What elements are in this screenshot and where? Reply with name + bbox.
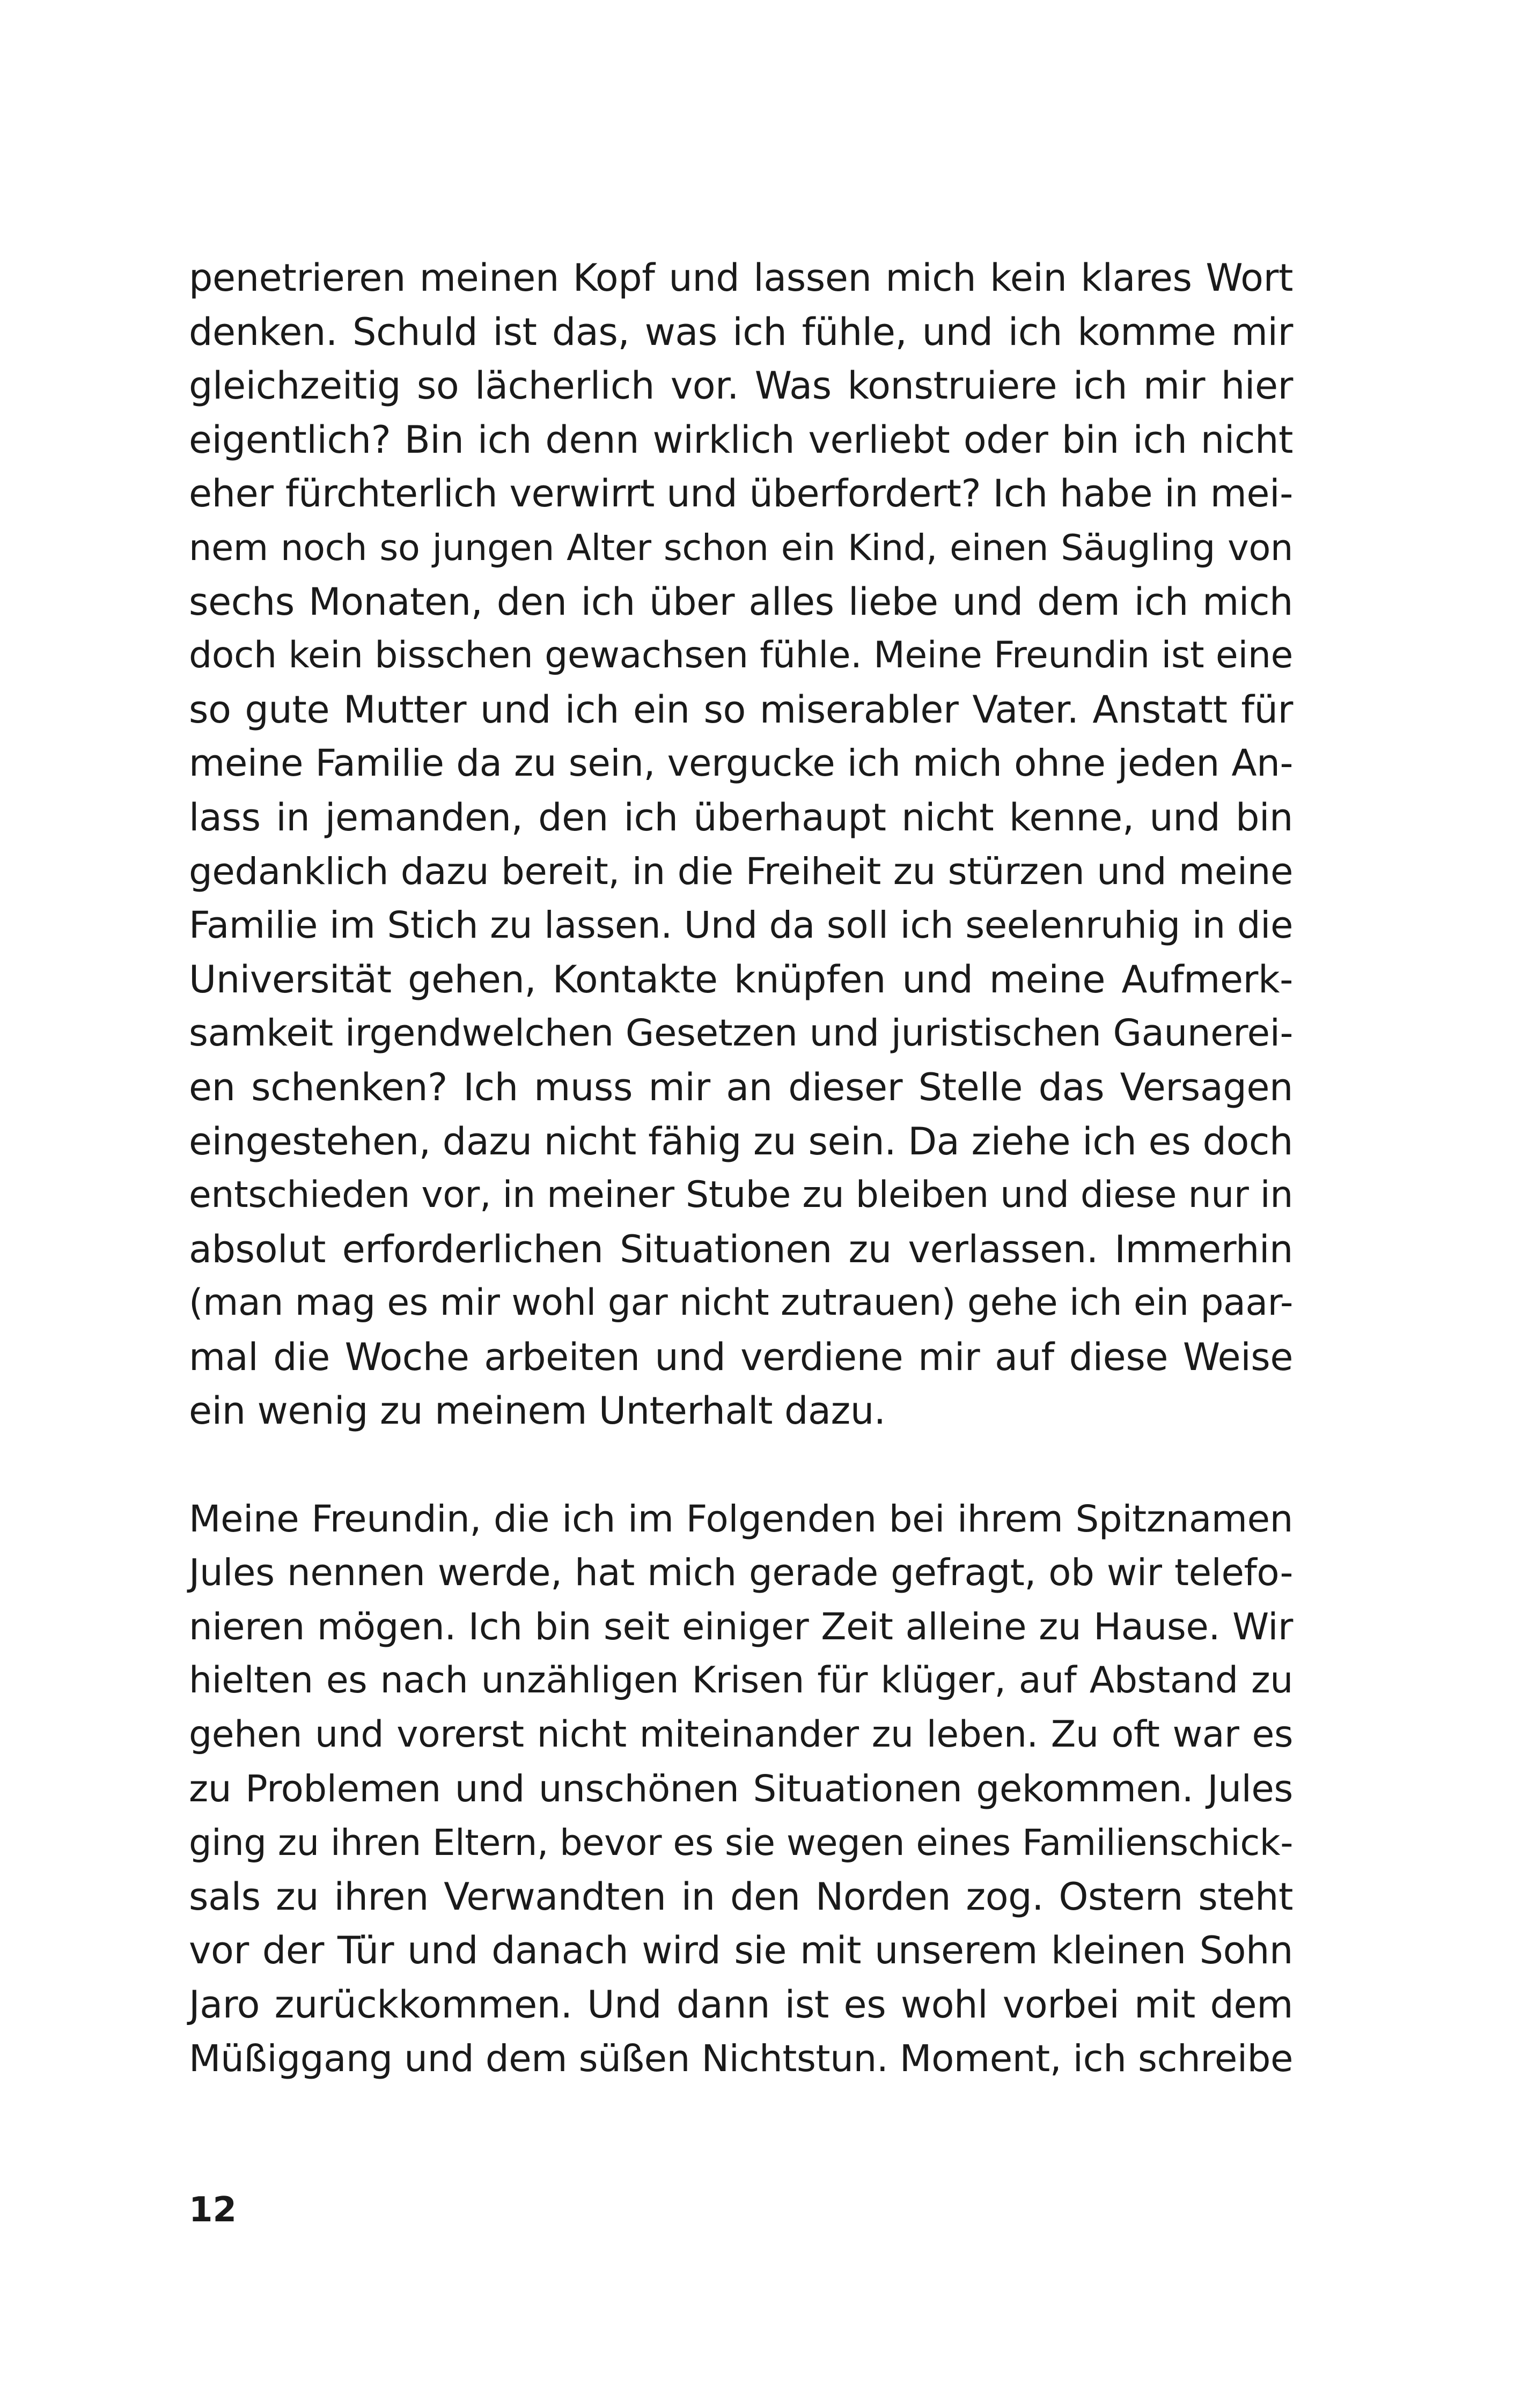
- text-line: hielten es nach unzähligen Krisen für klüger, auf Abstand zu: [189, 1659, 1293, 1702]
- page-number: 12: [189, 2190, 237, 2230]
- text-line: gedanklich dazu bereit, in die Freiheit zu stürzen und meine: [189, 850, 1293, 893]
- paragraph-2: [189, 1492, 1293, 2086]
- text-line: meine Familie da zu sein, vergucke ich mich ohne jeden An-: [189, 742, 1293, 785]
- text-line: zu Problemen und unschönen Situationen gekommen. Jules: [189, 1767, 1293, 1810]
- text-line: nem noch so jungen Alter schon ein Kind, einen Säugling von: [189, 526, 1293, 569]
- text-line: Jaro zurückkommen. Und dann ist es wohl vorbei mit dem: [189, 1983, 1293, 2027]
- text-line: entschieden vor, in meiner Stube zu bleiben und diese nur in: [189, 1174, 1293, 1217]
- text-line: Universität gehen, Kontakte knüpfen und meine Aufmerk-: [189, 957, 1293, 1002]
- text-line: denken. Schuld ist das, was ich fühle, und ich komme mir: [189, 310, 1293, 354]
- text-line: eher fürchterlich verwirrt und überfordert? Ich habe in mei-: [189, 472, 1293, 516]
- text-line: gleichzeitig so lächerlich vor. Was konstruiere ich mir hier: [189, 364, 1293, 408]
- text-line: Müßiggang und dem süßen Nichtstun. Moment, ich schreibe: [189, 2037, 1294, 2080]
- text-line: samkeit irgendwelchen Gesetzen und juristischen Gaunerei-: [189, 1012, 1293, 1055]
- text-line: Jules nennen werde, hat mich gerade gefragt, ob wir telefo-: [189, 1551, 1293, 1595]
- text-line: eigentlich? Bin ich denn wirklich verliebt oder bin ich nicht: [189, 417, 1293, 462]
- text-line: so gute Mutter und ich ein so miserabler Vater. Anstatt für: [189, 687, 1293, 732]
- text-line: doch kein bisschen gewachsen fühle. Meine Freundin ist eine: [189, 634, 1293, 677]
- text-line: sechs Monaten, den ich über alles liebe und dem ich mich: [189, 579, 1293, 624]
- paragraph-gap: [189, 1438, 1293, 1492]
- text-line: eingestehen, dazu nicht fähig zu sein. Da ziehe ich es doch: [189, 1119, 1293, 1164]
- text-line: sals zu ihren Verwandten in den Norden zog. Ostern steht: [189, 1874, 1293, 1919]
- text-line: absolut erforderlichen Situationen zu verlassen. Immerhin: [189, 1227, 1293, 1271]
- text-line: Familie im Stich zu lassen. Und da soll ich seelenruhig in die: [189, 904, 1293, 947]
- text-line: vor der Tür und danach wird sie mit unserem kleinen Sohn: [189, 1928, 1293, 1973]
- text-line: ein wenig zu meinem Unterhalt dazu.: [189, 1389, 886, 1433]
- text-line: nieren mögen. Ich bin seit einiger Zeit alleine zu Hause. Wir: [189, 1605, 1293, 1648]
- text-line: penetrieren meinen Kopf und lassen mich kein klares Wort: [189, 256, 1293, 300]
- text-line: mal die Woche arbeiten und verdiene mir auf diese Weise: [189, 1335, 1293, 1379]
- text-line: en schenken? Ich muss mir an dieser Stelle das Versagen: [189, 1065, 1293, 1109]
- text-line: Meine Freundin, die ich im Folgenden bei ihrem Spitznamen: [189, 1497, 1293, 1541]
- text-line: (man mag es mir wohl gar nicht zutrauen) gehe ich ein paar-: [189, 1282, 1293, 1324]
- text-line: gehen und vorerst nicht miteinander zu leben. Zu oft war es: [189, 1713, 1293, 1756]
- text-line: lass in jemanden, den ich überhaupt nicht kenne, und bin: [189, 795, 1293, 840]
- text-line: ging zu ihren Eltern, bevor es sie wegen eines Familienschick-: [189, 1822, 1293, 1864]
- paragraph-1: [189, 251, 1293, 1438]
- body-text: [189, 251, 1293, 2086]
